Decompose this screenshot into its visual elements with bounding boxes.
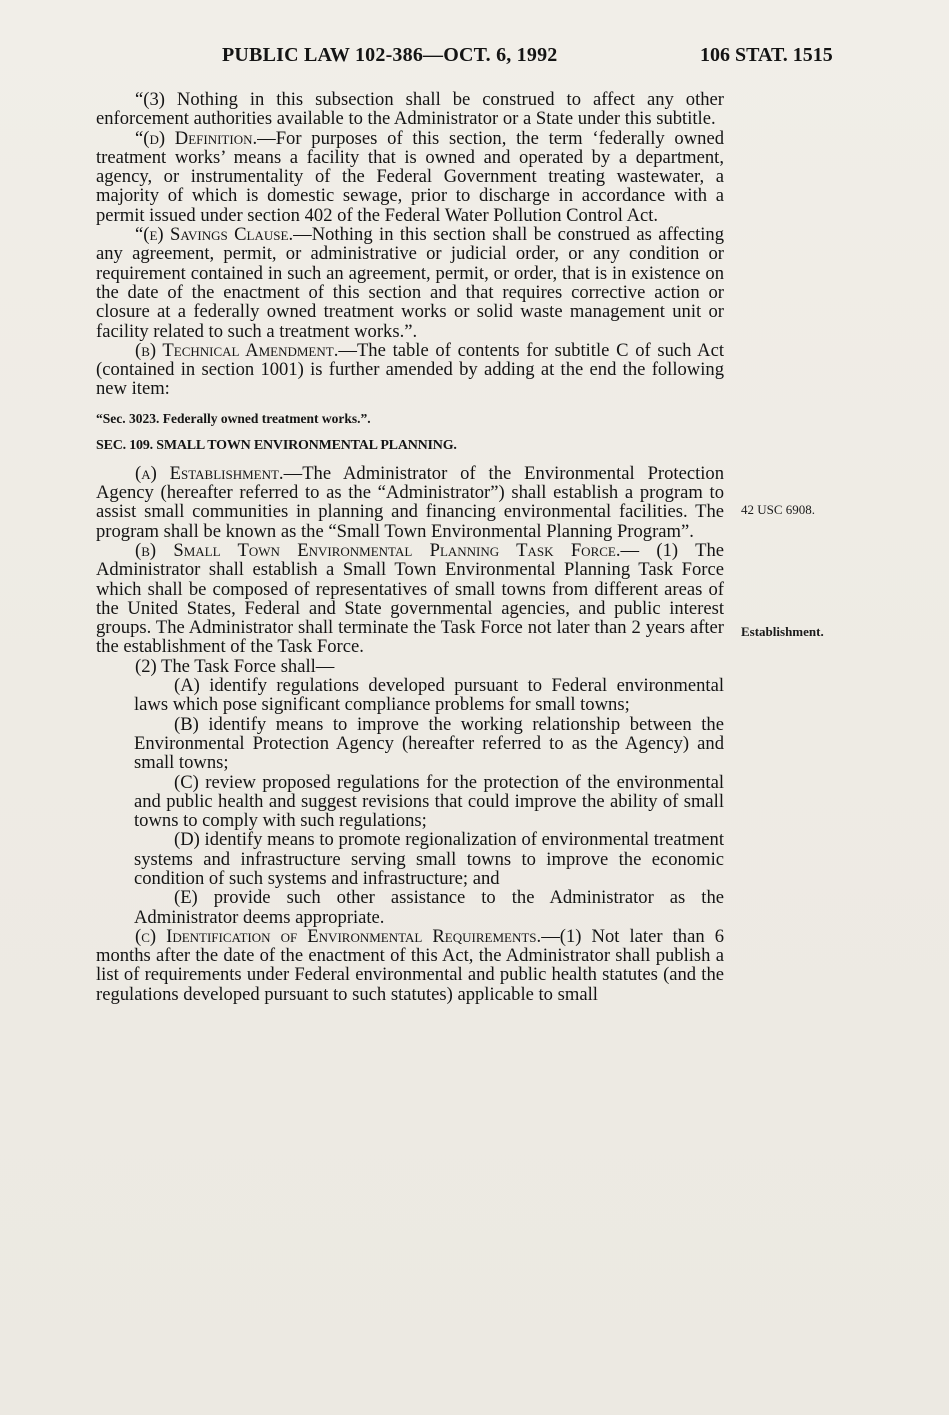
paragraph-label: “(e) Savings Clause.: [135, 224, 294, 246]
paragraph-label: (b) Technical Amendment.: [135, 339, 339, 361]
paragraph-a-establishment: [96, 464, 724, 541]
paragraph-b-technical-amendment: [96, 341, 724, 399]
list-item-a: (A) identify regulations developed pursuant to Federal environmental laws which pose significant compliance problems for small towns;: [134, 675, 724, 716]
paragraph-text: —(1) Not later than 6 months after the date of the enactment of this Act, the Administrator shall publish a list of requirements under Federal environmental and public health statutes (and the regulations developed pursuant to such statutes) applicable to small: [96, 925, 724, 1005]
margin-note-establishment: Establishment.: [741, 624, 824, 639]
list-item-c: (C) review proposed regulations for the protection of the environmental and public health and suggest revisions that could improve the ability of small towns to comply with such regulations;: [134, 771, 724, 832]
paragraph-text: —Nothing in this section shall be construed as affecting any agreement, permit, or administrative or judicial order, or any condition or requirement contained in such an agreement, permit, or order, that is in existence on the date of the enactment of this section and that requires corrective action or closure at a federally owned treatment works or solid waste management unit or facility related to such a treatment works.”.: [96, 224, 724, 342]
margin-note-usc: 42 USC 6908.: [741, 502, 816, 517]
toc-item: “Sec. 3023. Federally owned treatment works.”.: [96, 410, 371, 426]
list-item-d: (D) identify means to promote regionalization of environmental treatment systems and infrastructure serving small towns to improve the economic condition of such systems and infrastructure; and: [134, 829, 724, 889]
paragraph-text: —The table of contents for subtitle C of such Act (contained in section 1001) is further amended by adding at the end the following new item:: [96, 339, 724, 400]
page-header-title: PUBLIC LAW 102-386—OCT. 6, 1992: [222, 44, 558, 66]
paragraph-c-identification: [96, 927, 724, 1004]
page-header-stat: 106 STAT. 1515: [700, 44, 833, 66]
paragraph-label: “(d) Definition.: [135, 127, 258, 149]
list-item-e: (E) provide such other assistance to the Administrator as the Administrator deems appropriate.: [134, 887, 724, 928]
paragraph-text: —The Administrator of the Environmental Protection Agency (hereafter referred to as the “Administrator”) shall establish a program to assist small communities in planning and financing environmental facilities. The program shall be known as the “Small Town Environmental Planning Program”.: [96, 462, 724, 542]
section-heading: SEC. 109. SMALL TOWN ENVIRONMENTAL PLANNING.: [96, 437, 457, 453]
paragraph-label: (c) Identification of Environmental Requirements.: [135, 925, 542, 947]
paragraph-2-task-force-shall: (2) The Task Force shall—: [135, 655, 335, 677]
paragraph-d-definition: [96, 129, 724, 225]
paragraph-b-task-force: [96, 541, 724, 657]
paragraph-label: (a) Establishment.: [135, 462, 284, 484]
paragraph-e-savings-clause: [96, 225, 724, 341]
paragraph-text: —For purposes of this section, the term ‘federally owned treatment works’ means a facility that is owned and operated by a department, agency, or instrumentality of the Federal Government treating wastewater, a majority of which is domestic sewage, prior to discharge in accordance with a permit issued under section 402 of the Federal Water Pollution Control Act.: [96, 127, 724, 226]
list-item-b: (B) identify means to improve the working relationship between the Environmental Protection Agency (hereafter referred to as the Agency) and small towns;: [134, 713, 724, 774]
paragraph-text: — (1) The Administrator shall establish a Small Town Environmental Planning Task Force which shall be composed of representatives of small towns from different areas of the United States, Federal and State governmental agencies, and public interest groups. The Administrator shall terminate the Task Force not later than 2 years after the establishment of the Task Force.: [96, 539, 724, 658]
paragraph-label: (b) Small Town Environmental Planning Task Force.: [135, 539, 621, 561]
paragraph-3: “(3) Nothing in this subsection shall be construed to affect any other enforcement authorities available to the Administrator or a State under this subtitle.: [96, 89, 724, 130]
body-text: [96, 90, 724, 1004]
